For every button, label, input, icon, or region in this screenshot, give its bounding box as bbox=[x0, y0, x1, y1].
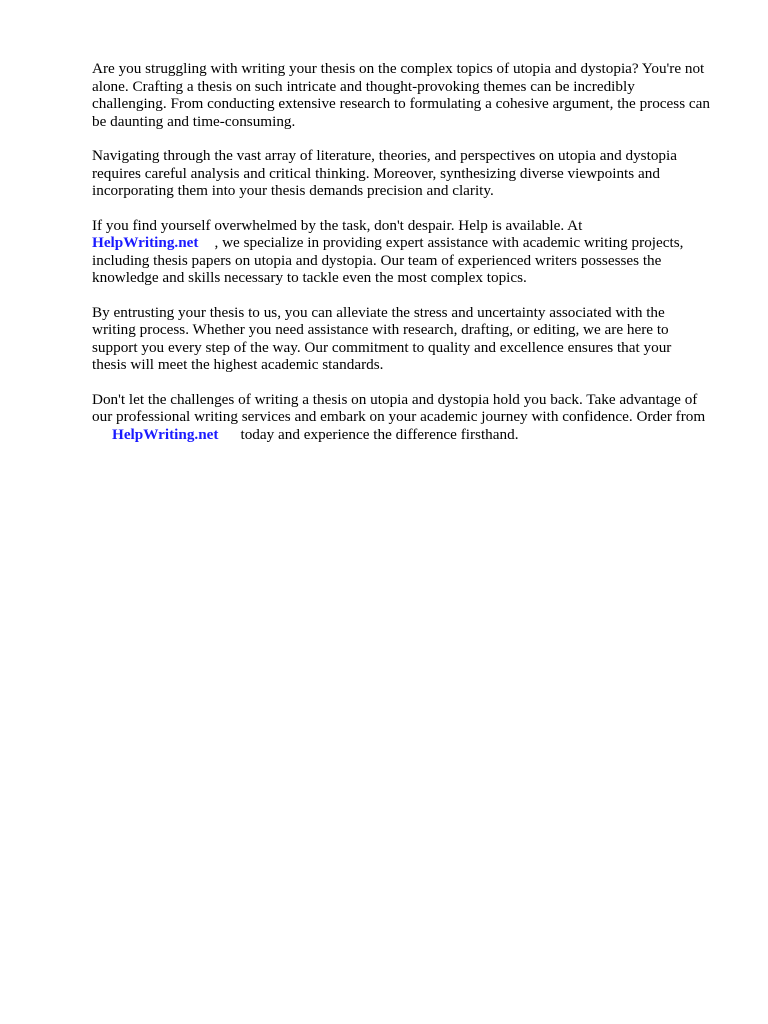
text-line: Are you struggling with writing your thesis on the complex topics of utopia and dystopia? You're not bbox=[92, 60, 705, 77]
text-line: If you find yourself overwhelmed by the task, don't despair. Help is available. At bbox=[92, 216, 583, 234]
text-line: including thesis papers on utopia and dystopia. Our team of experienced writers possesses the bbox=[92, 251, 662, 269]
text-line: be daunting and time-consuming. bbox=[92, 112, 296, 130]
paragraph-intro bbox=[92, 60, 732, 130]
text-line: alone. Crafting a thesis on such intricate and thought-provoking themes can be incredibly bbox=[92, 77, 635, 95]
paragraph-navigating bbox=[92, 147, 732, 200]
text-fragment: , we specialize in providing expert assistance with academic writing projects, bbox=[214, 234, 684, 251]
document-page bbox=[92, 60, 732, 460]
text-line: support you every step of the way. Our commitment to quality and excellence ensures that your bbox=[92, 338, 672, 356]
text-line: incorporating them into your thesis demands precision and clarity. bbox=[92, 182, 494, 199]
text-fragment: today and experience the difference firsthand. bbox=[240, 425, 519, 443]
text-line-with-link bbox=[92, 426, 732, 444]
text-line: our professional writing services and embark on your academic journey with confidence. Order from bbox=[92, 408, 706, 425]
text-line: knowledge and skills necessary to tackle even the most complex topics. bbox=[92, 269, 527, 286]
text-line: By entrusting your thesis to us, you can alleviate the stress and uncertainty associated with the bbox=[92, 303, 665, 321]
paragraph-entrusting bbox=[92, 304, 732, 374]
paragraph-help bbox=[92, 217, 732, 287]
text-line: requires careful analysis and critical thinking. Moreover, synthesizing diverse viewpoints and bbox=[92, 164, 660, 182]
text-line: writing process. Whether you need assistance with research, drafting, or editing, we are here to bbox=[92, 321, 669, 338]
helpwriting-link[interactable]: HelpWriting.net bbox=[112, 425, 219, 443]
text-line: Navigating through the vast array of literature, theories, and perspectives on utopia and dystopia bbox=[92, 147, 677, 164]
helpwriting-link[interactable]: HelpWriting.net bbox=[92, 234, 199, 251]
text-line: challenging. From conducting extensive research to formulating a cohesive argument, the process can bbox=[92, 95, 710, 112]
text-line: Don't let the challenges of writing a thesis on utopia and dystopia hold you back. Take advantage of bbox=[92, 390, 698, 408]
paragraph-closing bbox=[92, 391, 732, 444]
text-line: thesis will meet the highest academic standards. bbox=[92, 356, 384, 373]
text-line-with-link bbox=[92, 234, 732, 252]
